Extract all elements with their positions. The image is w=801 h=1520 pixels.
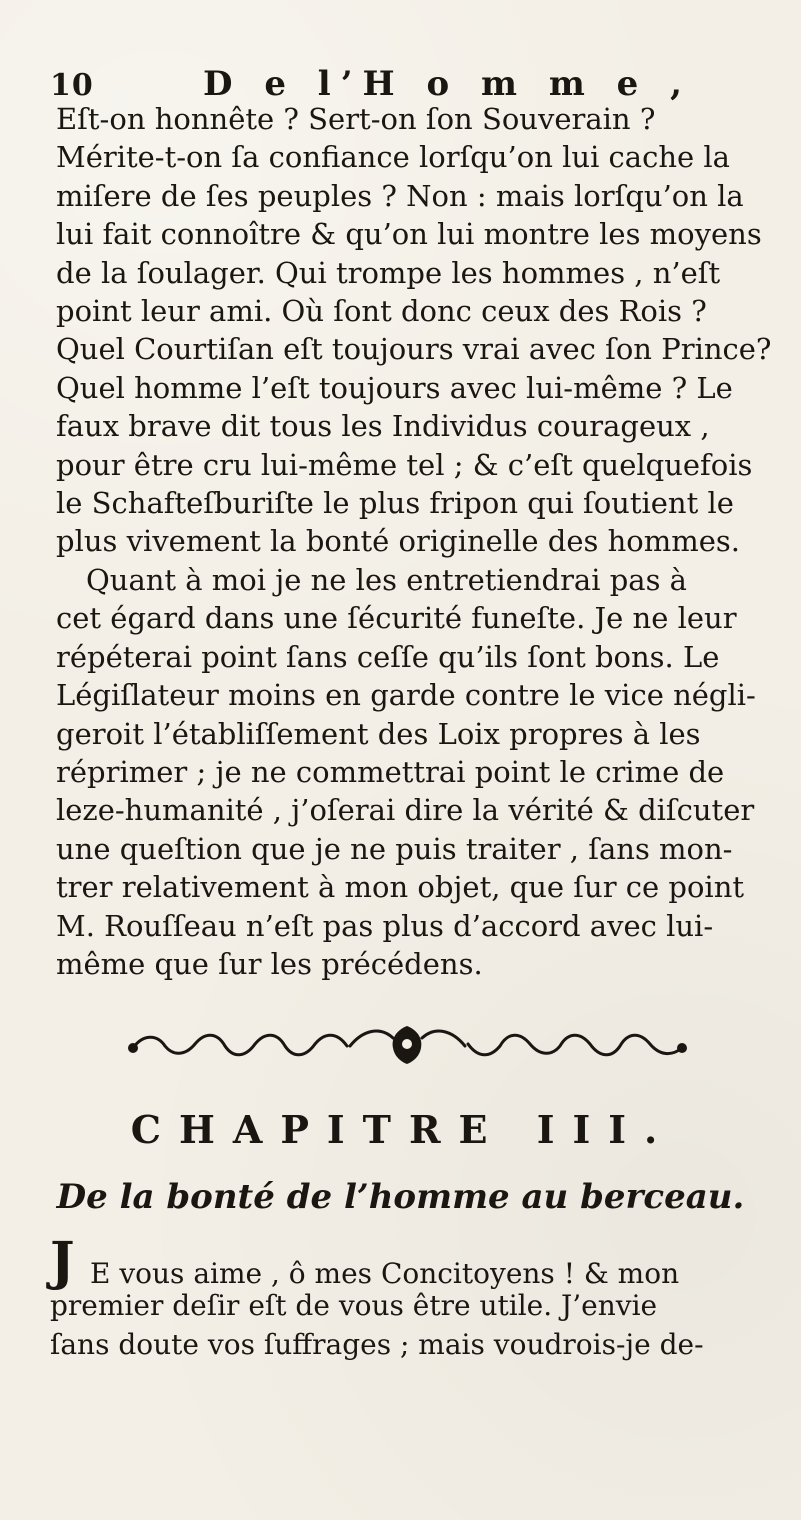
body-line: Quant à moi je ne les entretiendrai pas à [86, 562, 687, 597]
page-number: 10 [50, 68, 94, 103]
body-line: miſere de ſes peuples ? Non : mais lorſqu’on la [56, 178, 744, 213]
body-line: plus vivement la bonté originelle des hommes. [56, 524, 740, 559]
body-line: une queſtion que je ne puis traiter , ſans mon- [56, 831, 733, 866]
opening-line-2: premier deſir eſt de vous être utile. J’envie [50, 1289, 658, 1322]
body-line: de la ſoulager. Qui trompe les hommes , n’eſt [56, 255, 721, 290]
chapter-heading: CHAPITRE III. [130, 1107, 676, 1152]
body-line: même que ſur les précédens. [56, 946, 483, 981]
body-line: Mérite-t-on ſa confiance lorſqu’on lui cache la [56, 140, 730, 175]
first-line-with-initial [50, 1231, 750, 1292]
body-line: Eſt-on honnête ? Sert-on ſon Souverain ? [56, 102, 656, 136]
body-line: leze-humanité , j’oſerai dire la vérité & diſcuter [56, 793, 755, 828]
body-line: cet égard dans une ſécurité funeſte. Je ne leur [56, 601, 737, 636]
body-line: geroit l’établiſſement des Loix propres à les [56, 716, 701, 751]
drop-cap: J [50, 1231, 75, 1292]
body-line: trer relativement à mon objet, que ſur ce point [56, 870, 745, 905]
body-line: réprimer ; je ne commettrai point le crime de [56, 754, 725, 789]
body-line: faux brave dit tous les Individus courageux , [56, 409, 710, 444]
main-paragraph [56, 100, 772, 983]
body-line: lui fait connoître & qu’on lui montre les moyens [56, 217, 762, 252]
body-line: pour être cru lui-même tel ; & c’eſt quelquefois [56, 447, 753, 482]
opening-line-3: ſans doute vos ſuffrages ; mais voudrois-je de- [50, 1328, 704, 1361]
running-title: D e l’H o m m e , [203, 64, 692, 104]
chapter-title: De la bonté de l’homme au berceau. [56, 1177, 745, 1217]
chapter-opening-text [50, 1231, 750, 1364]
body-line: M. Rouſſeau n’eſt pas plus d’accord avec lui- [56, 908, 714, 943]
body-line: Légiſlateur moins en garde contre le vice négli- [56, 678, 756, 713]
decorative-ornament [125, 1020, 690, 1068]
opening-line: E vous aime , ô mes Concitoyens ! & mon [90, 1257, 680, 1290]
body-line: Quel Courtiſan eſt toujours vrai avec ſon Prince? [56, 332, 772, 367]
body-line: point leur ami. Où ſont donc ceux des Rois ? [56, 294, 707, 329]
body-line: le Schafteſburiſte le plus fripon qui ſoutient le [56, 486, 734, 521]
body-line: Quel homme l’eſt toujours avec lui-même ? Le [56, 370, 733, 405]
body-line: répéterai point ſans ceſſe qu’ils ſont bons. Le [56, 639, 720, 674]
